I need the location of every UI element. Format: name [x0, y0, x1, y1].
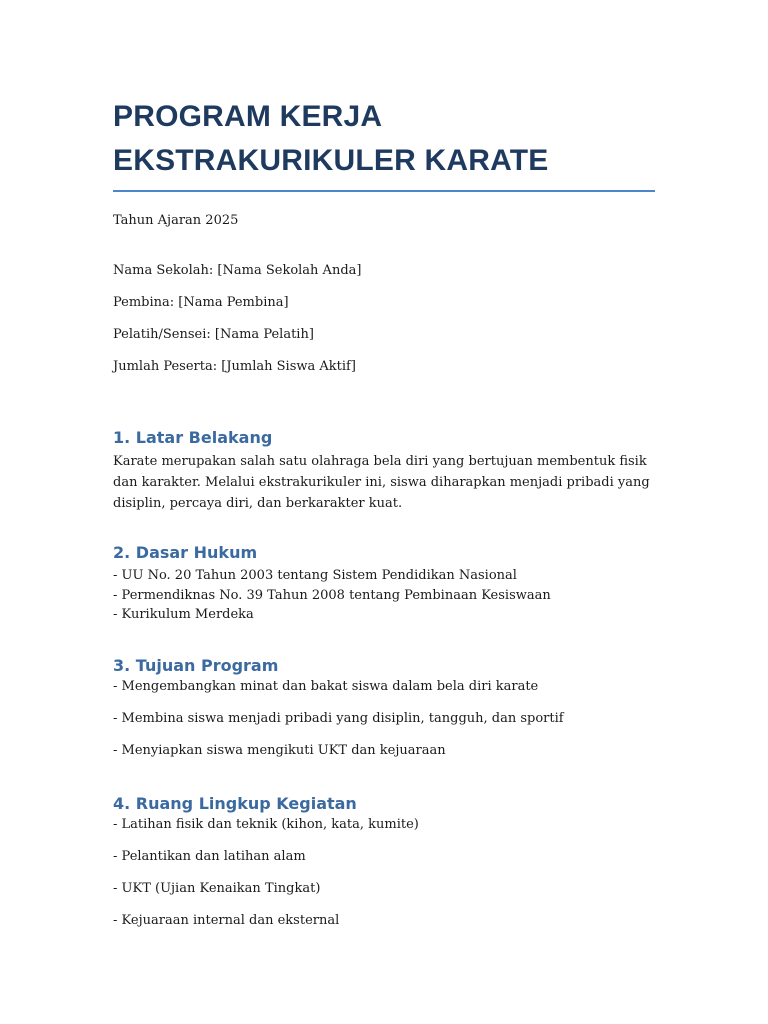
- activity-scope-list: [113, 816, 655, 930]
- section-heading-dasar-hukum: 2. Dasar Hukum: [113, 543, 258, 562]
- list-item: - Latihan fisik dan teknik (kihon, kata, kumite): [113, 816, 419, 832]
- list-item: - Kurikulum Merdeka: [113, 607, 254, 622]
- document-page: [113, 95, 655, 930]
- program-goals-list: [113, 678, 655, 760]
- school-name: Nama Sekolah: [Nama Sekolah Anda]: [113, 263, 362, 278]
- list-item: - UU No. 20 Tahun 2003 tentang Sistem Pendidikan Nasional: [113, 568, 517, 583]
- legal-basis-list: [113, 566, 655, 625]
- trainer-name: Pelatih/Sensei: [Nama Pelatih]: [113, 327, 314, 342]
- document-title: PROGRAM KERJA EKSTRAKURIKULER KARATE: [113, 95, 655, 192]
- list-item: - Pelantikan dan latihan alam: [113, 848, 306, 864]
- list-item: - Mengembangkan minat dan bakat siswa dalam bela diri karate: [113, 678, 539, 694]
- list-item: - Permendiknas No. 39 Tahun 2008 tentang Pembinaan Kesiswaan: [113, 587, 551, 603]
- section-heading-tujuan-program: 3. Tujuan Program: [113, 655, 279, 675]
- list-item: - Kejuaraan internal dan eksternal: [113, 912, 340, 928]
- participant-count: Jumlah Peserta: [Jumlah Siswa Aktif]: [113, 359, 356, 374]
- list-item: - Menyiapkan siswa mengikuti UKT dan kejuaraan: [113, 742, 446, 758]
- list-item: - UKT (Ujian Kenaikan Tingkat): [113, 880, 321, 896]
- section-heading-ruang-lingkup: 4. Ruang Lingkup Kegiatan: [113, 793, 357, 813]
- section-heading-latar-belakang: 1. Latar Belakang: [113, 428, 273, 447]
- section-body-latar-belakang: Karate merupakan salah satu olahraga bela diri yang bertujuan membentuk fisik dan karakter. Melalui ekstrakurikuler ini, siswa diharapkan menjadi pribadi yang disiplin, percaya diri, dan berkarakter kuat.: [113, 454, 650, 511]
- academic-year: Tahun Ajaran 2025: [113, 213, 239, 228]
- coach-name: Pembina: [Nama Pembina]: [113, 295, 289, 310]
- list-item: - Membina siswa menjadi pribadi yang disiplin, tangguh, dan sportif: [113, 710, 564, 726]
